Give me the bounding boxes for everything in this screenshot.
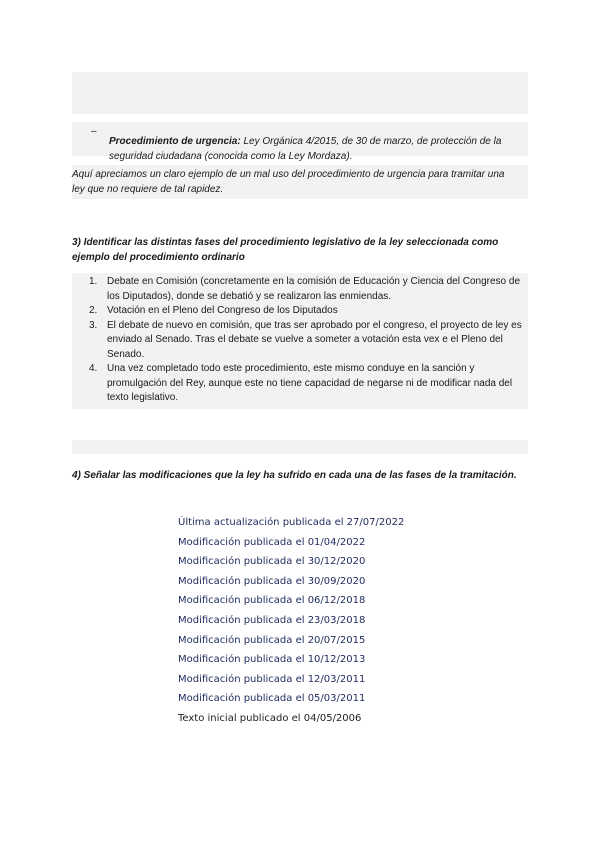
section4-heading: 4) Señalar las modificaciones que la ley ha sufrido en cada una de las fases de la tramitación. xyxy=(72,470,517,481)
phases-list xyxy=(0,275,600,406)
modification-item: Última actualización publicada el 27/07/2022 xyxy=(178,517,405,528)
list-item xyxy=(0,304,527,319)
modification-item: Modificación publicada el 23/03/2018 xyxy=(178,614,366,626)
list-item xyxy=(0,275,527,304)
modification-item: Modificación publicada el 05/03/2011 xyxy=(178,693,366,705)
bullet-text xyxy=(109,135,524,164)
list-item-number: 3. xyxy=(89,319,98,331)
bullet-body: Ley Orgánica 4/2015, de 30 de marzo, de protección de la seguridad ciudadana (conocida como la Ley Mordaza). xyxy=(109,136,502,162)
comment-paragraph: Aquí apreciamos un claro ejemplo de un mal uso del procedimiento de urgencia para tramitar una ley que no requiere de tal rapidez. xyxy=(72,169,505,195)
modification-item: Modificación publicada el 30/09/2020 xyxy=(178,575,366,587)
modification-item: Modificación publicada el 12/03/2011 xyxy=(178,673,366,685)
list-item-number: 2. xyxy=(89,305,98,316)
modification-item: Modificación publicada el 10/12/2013 xyxy=(178,654,366,666)
top-shaded-block xyxy=(72,72,528,114)
section3-heading: 3) Identificar las distintas fases del procedimiento legislativo de la ley seleccionada como ejemplo del procedimiento ordinario xyxy=(72,237,499,263)
modification-item: Modificación publicada el 01/04/2022 xyxy=(178,536,366,548)
list-item-text: Votación en el Pleno del Congreso de los Diputados xyxy=(107,305,338,316)
list-item-text: El debate de nuevo en comisión, que tras ser aprobado por el congreso, el proyecto de ley es enviado al Senado. Tras el debate se vuelve a someter a votación esta vex e el Pleno del Senado. xyxy=(107,319,522,360)
list-item-number: 1. xyxy=(89,276,98,287)
modification-item: Modificación publicada el 20/07/2015 xyxy=(178,634,366,646)
list-item-text: Debate en Comisión (concretamente en la comisión de Educación y Ciencia del Congreso de los Diputados), donde se debatió y se realizaron las enmiendas. xyxy=(107,276,521,302)
modification-item: Texto inicial publicado el 04/05/2006 xyxy=(178,712,362,724)
modification-item: Modificación publicada el 30/12/2020 xyxy=(178,556,366,568)
list-item xyxy=(0,319,527,363)
modifications-list xyxy=(178,513,404,729)
bullet-title: Procedimiento de urgencia: xyxy=(109,136,241,147)
modification-item: Modificación publicada el 06/12/2018 xyxy=(178,595,366,607)
bullet-dash: – xyxy=(91,126,97,137)
list-item-number: 4. xyxy=(89,363,98,374)
list-item xyxy=(0,362,527,406)
mid-shaded-block xyxy=(72,440,528,454)
list-item-text: Una vez completado todo este procedimiento, este mismo conduye en la sanción y promulgación del Rey, aunque este no tiene capacidad de negarse ni de modificar nada del texto legislativo. xyxy=(107,363,513,403)
